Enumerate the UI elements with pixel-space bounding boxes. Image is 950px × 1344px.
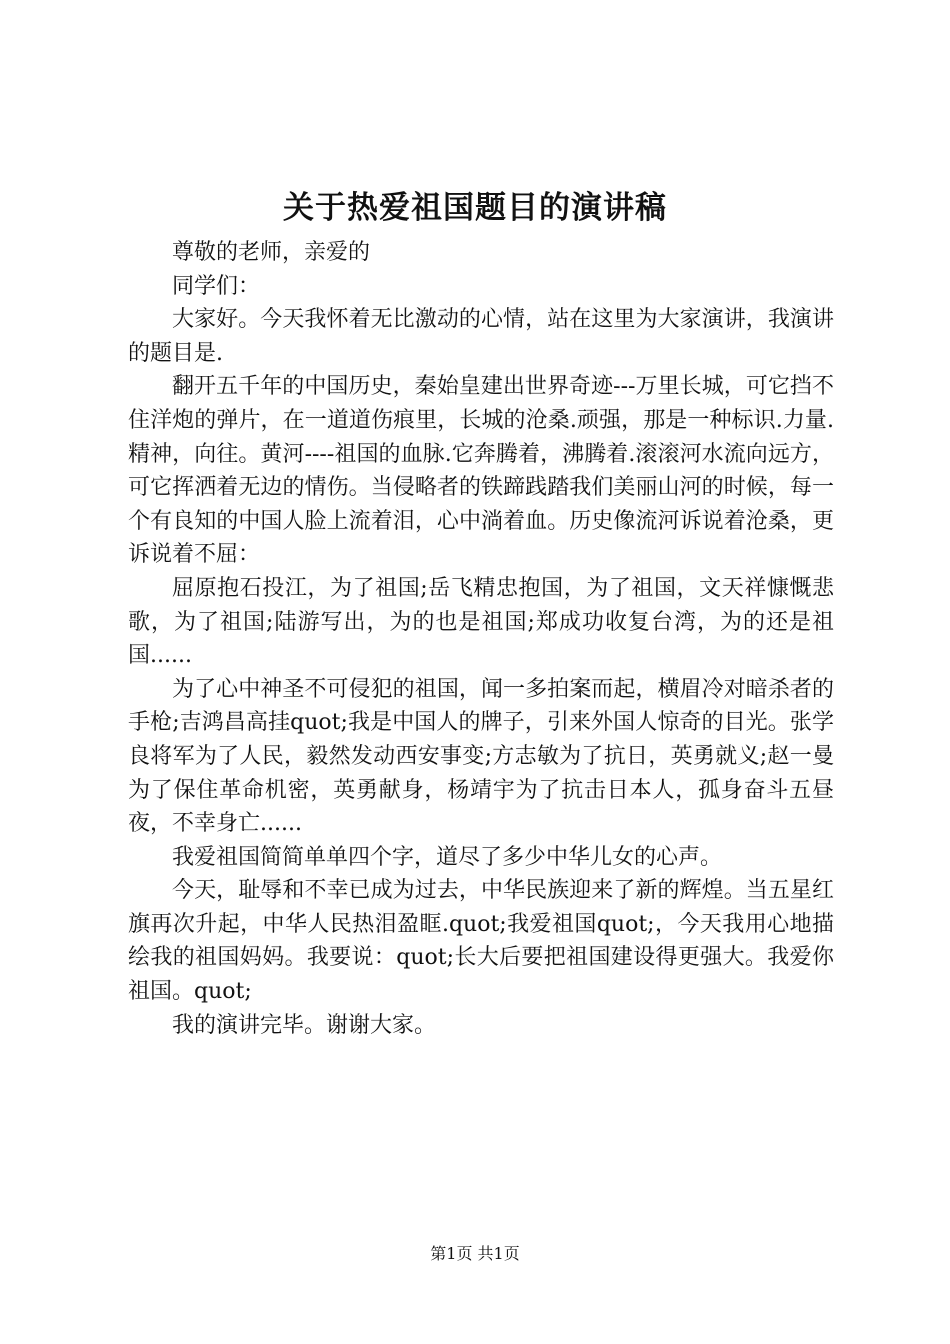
paragraph-salutation: 尊敬的老师，亲爱的 bbox=[172, 240, 371, 265]
paragraph-salutation-cont: 同学们： bbox=[172, 273, 261, 299]
paragraph-patriots: 屈原抱石投江，为了祖国;岳飞精忠抱国，为了祖国，文天祥慷慨悲歌，为了祖国;陆游写出，为的也是祖国;郑成功收复台湾，为的还是祖国...... bbox=[128, 575, 834, 669]
paragraph-heroes: 为了心中神圣不可侵犯的祖国，闻一多拍案而起，横眉冷对暗杀者的手枪;吉鸿昌高挂quot;我是中国人的牌子，引来外国人惊奇的目光。张学良将军为了人民，毅然发动西安事变;方志敏为了抗日，英勇就义;赵一曼为了保住革命机密，英勇献身，杨靖宇为了抗击日本人，孤身奋斗五昼夜，不幸身亡...... bbox=[128, 676, 834, 837]
page-footer: 第1页 共1页 bbox=[430, 1244, 520, 1263]
paragraph-love: 我爱祖国简简单单四个字，道尽了多少中华儿女的心声。 bbox=[172, 844, 723, 870]
document-body bbox=[128, 236, 834, 1042]
paragraph-closing: 我的演讲完毕。谢谢大家。 bbox=[172, 1012, 437, 1038]
document-title: 关于热爱祖国题目的演讲稿 bbox=[283, 190, 667, 226]
paragraph-today: 今天，耻辱和不幸已成为过去，中华民族迎来了新的辉煌。当五星红旗再次升起，中华人民热泪盈眶.quot;我爱祖国quot;，今天我用心地描绘我的祖国妈妈。我要说：quot;长大后要把祖国建设得更强大。我爱你祖国。quot; bbox=[128, 878, 834, 1005]
paragraph-history: 翻开五千年的中国历史，秦始皇建出世界奇迹---万里长城，可它挡不住洋炮的弹片，在一道道伤痕里，长城的沧桑.顽强，那是一种标识.力量.精神，向往。黄河----祖国的血脉.它奔腾着，沸腾着.滚滚河水流向远方，可它挥洒着无边的情伤。当侵略者的铁蹄践踏我们美丽山河的时候，每一个有良知的中国人脸上流着泪，心中淌着血。历史像流河诉说着沧桑，更诉说着不屈： bbox=[128, 374, 834, 568]
paragraph-greeting: 大家好。今天我怀着无比激动的心情，站在这里为大家演讲，我演讲的题目是. bbox=[128, 307, 834, 366]
